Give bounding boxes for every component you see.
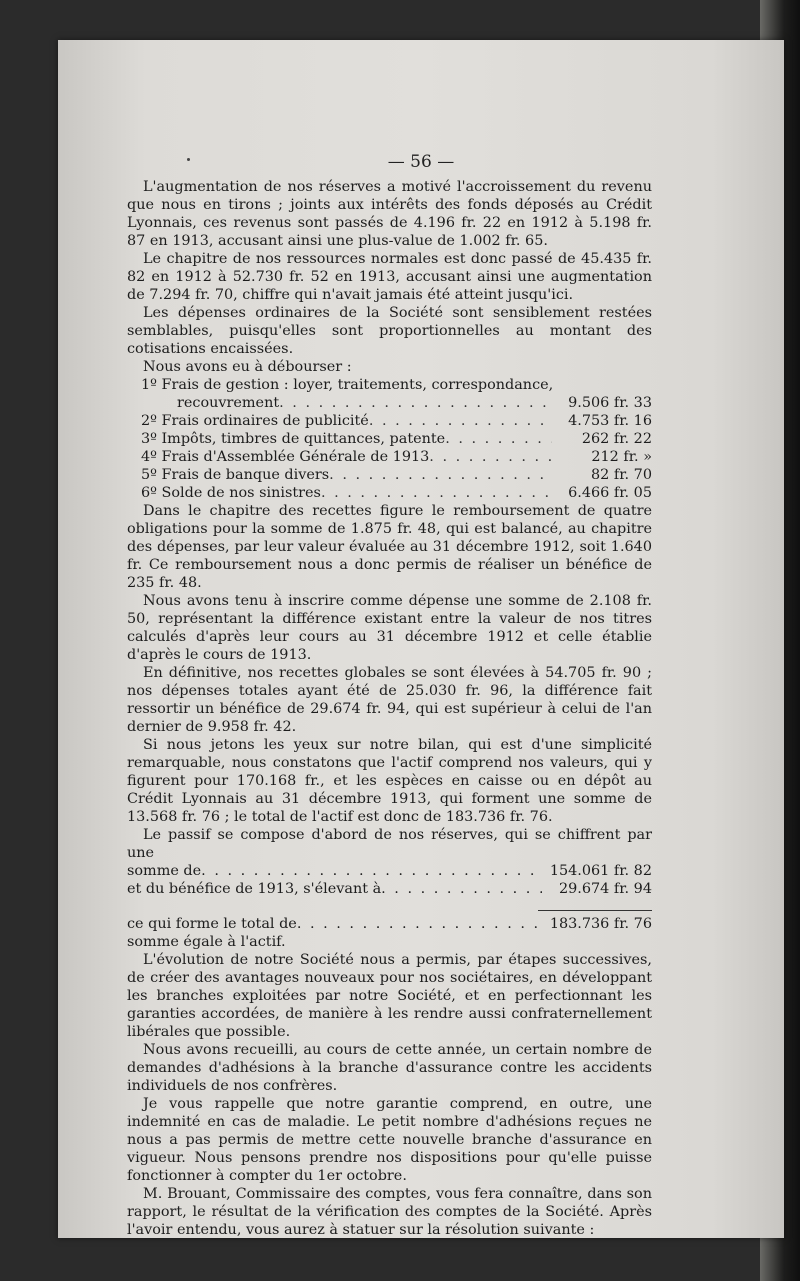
page-number: — 56 —	[387, 152, 455, 172]
expense-amount: 262 fr. 22	[581, 431, 652, 447]
total-amount: 183.736 fr. 76	[549, 916, 652, 932]
paragraph: Le passif se compose d'abord de nos réserves, qui se chiffrent par une	[127, 827, 652, 861]
passif-label: et du bénéfice de 1913, s'élevant à	[127, 881, 382, 897]
leader-dots	[321, 484, 552, 502]
paragraph: L'évolution de notre Société nous a permis, par étapes successives, de créer des avantages nouveaux pour nos sociétaires, en développant les branches exploitées par notre Société, et en perfectionnant les garanties accordées, de manière à les rendre aussi confraternellement libérales que possible.	[127, 952, 652, 1040]
leader-dots	[329, 466, 552, 484]
paragraph: somme égale à l'actif.	[127, 934, 286, 950]
leader-dots	[445, 430, 552, 448]
paragraph: Si nous jetons les yeux sur notre bilan, qui est d'une simplicité remarquable, nous constatons que l'actif comprend nos valeurs, qui y figurent pour 170.168 fr., et les espèces en caisse ou en dépôt au Crédit Lyonnais au 31 décembre 1913, qui forment une somme de 13.568 fr. 76 ; le total de l'actif est donc de 183.736 fr. 76.	[127, 737, 652, 825]
sum-rule	[538, 910, 652, 911]
leader-dots	[297, 915, 542, 933]
passif-label: somme de	[127, 863, 202, 879]
expense-amount: 4.753 fr. 16	[568, 413, 652, 429]
expense-label: 2º Frais ordinaires de publicité	[141, 413, 369, 429]
leader-dots	[381, 880, 542, 898]
leader-dots	[429, 448, 552, 466]
passif-row	[127, 880, 652, 898]
body-text	[127, 178, 652, 1239]
expense-amount: 82 fr. 70	[591, 467, 652, 483]
expense-item	[127, 430, 652, 448]
expense-item	[127, 412, 652, 430]
paragraph: Le chapitre de nos ressources normales est donc passé de 45.435 fr. 82 en 1912 à 52.730 fr. 52 en 1913, accusant ainsi une augmentation de 7.294 fr. 70, chiffre qui n'avait jamais été atteint jusqu'ici.	[127, 251, 652, 303]
paragraph: M. Brouant, Commissaire des comptes, vous fera connaître, dans son rapport, le résultat de la vérification des comptes de la Société. Après l'avoir entendu, vous aurez à statuer sur la résolution suivante :	[127, 1186, 652, 1238]
expense-list	[127, 376, 652, 502]
expense-label: 5º Frais de banque divers	[141, 467, 330, 483]
passif-amount: 29.674 fr. 94	[558, 881, 652, 897]
expense-item	[127, 376, 652, 412]
expense-amount: 6.466 fr. 05	[568, 485, 652, 501]
expense-item	[127, 484, 652, 502]
paragraph: Nous avons eu à débourser :	[143, 359, 352, 375]
passif-row	[127, 862, 652, 880]
paragraph: Je vous rappelle que notre garantie comprend, en outre, une indemnité en cas de maladie. Le petit nombre d'adhésions reçues ne nous a pas permis de mettre cette nouvelle branche d'assurance en vigueur. Nous pensons prendre nos dispositions pour qu'elle puisse fonctionner à compter du 1er octobre.	[127, 1096, 652, 1184]
expense-item	[127, 448, 652, 466]
paragraph: En définitive, nos recettes globales se sont élevées à 54.705 fr. 90 ; nos dépenses totales ayant été de 25.030 fr. 96, la différence fait ressortir un bénéfice de 29.674 fr. 94, qui est supérieur à celui de l'an dernier de 9.958 fr. 42.	[127, 665, 652, 735]
expense-amount: 212 fr. »	[591, 449, 652, 465]
passif-amount: 154.061 fr. 82	[549, 863, 652, 879]
paragraph: Nous avons tenu à inscrire comme dépense une somme de 2.108 fr. 50, représentant la différence existant entre la valeur de nos titres calculés d'après leur cours au 31 décembre 1912 et celle établie d'après le cours de 1913.	[127, 593, 652, 663]
paragraph: Les dépenses ordinaires de la Société sont sensiblement restées semblables, puisqu'elles sont proportionnelles au montant des cotisations encaissées.	[127, 305, 652, 357]
expense-label: 3º Impôts, timbres de quittances, patente	[141, 431, 446, 447]
total-label: ce qui forme le total de	[127, 916, 297, 932]
expense-label: 6º Solde de nos sinistres	[141, 485, 321, 501]
ink-speck	[187, 158, 190, 161]
expense-label: 1º Frais de gestion : loyer, traitements, correspondance,	[141, 377, 554, 393]
leader-dots	[279, 394, 552, 412]
total-row	[127, 915, 652, 933]
paragraph: Dans le chapitre des recettes figure le remboursement de quatre obligations pour la somme de 1.875 fr. 48, qui est balancé, au chapitre des dépenses, par leur valeur évaluée au 31 décembre 1912, soit 1.640 fr. Ce remboursement nous a donc permis de réaliser un bénéfice de 235 fr. 48.	[127, 503, 652, 591]
leader-dots	[369, 412, 552, 430]
expense-amount: 9.506 fr. 33	[568, 395, 652, 411]
paragraph: Nous avons recueilli, au cours de cette année, un certain nombre de demandes d'adhésions à la branche d'assurance contre les accidents individuels de nos confrères.	[127, 1042, 652, 1094]
paragraph: L'augmentation de nos réserves a motivé l'accroissement du revenu que nous en tirons ; joints aux intérêts des fonds déposés au Crédit Lyonnais, ces revenus sont passés de 4.196 fr. 22 en 1912 à 5.198 fr. 87 en 1913, accusant ainsi une plus-value de 1.002 fr. 65.	[127, 179, 652, 249]
leader-dots	[201, 862, 542, 880]
expense-label-continued: recouvrement	[177, 395, 280, 411]
expense-item	[127, 466, 652, 484]
expense-label: 4º Frais d'Assemblée Générale de 1913	[141, 449, 430, 465]
